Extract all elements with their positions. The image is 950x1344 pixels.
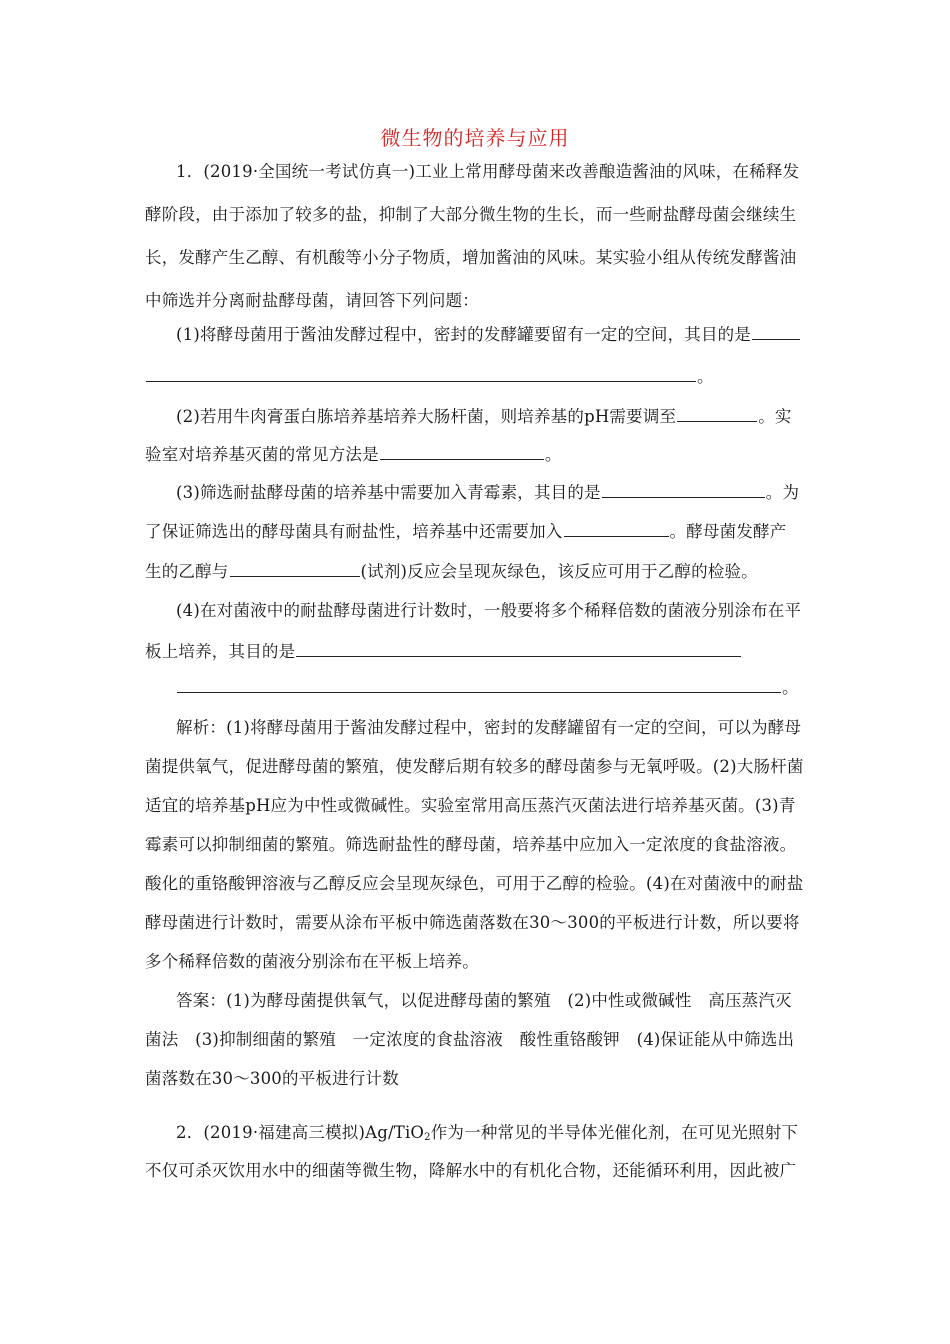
q1-sub3-tail-3: (试剂)反应会呈现灰绿色，该反应可用于乙醇的检验。 [360, 562, 758, 581]
analysis-line-2: 菌提供氧气，促进酵母菌的繁殖，使发酵后期有较多的酵母菌参与无氧呼吸。(2)大肠杆菌 [145, 757, 804, 776]
analysis-line-6: 酵母菌进行计数时，需要从涂布平板中筛选菌落数在30～300的平板进行计数，所以要将 [145, 913, 800, 932]
q1-line-3: 长，发酵产生乙醇、有机酸等小分子物质，增加酱油的风味。某实验小组从传统发酵酱油 [145, 248, 797, 267]
period: 。 [544, 445, 562, 464]
q1-sub2-text: (2)若用牛肉膏蛋白胨培养基培养大肠杆菌，则培养基的pH需要调至 [176, 407, 677, 426]
answer-line-1: 答案：(1)为酵母菌提供氧气，以促进酵母菌的繁殖 (2)中性或微碱性 高压蒸汽灭 [176, 991, 792, 1010]
q1-sub3-line-1 [176, 481, 799, 505]
q1-sub2-line-1 [176, 405, 792, 429]
q1-sub4-line-2 [145, 640, 742, 664]
answer-blank[interactable] [564, 520, 669, 537]
analysis-line-3: 适宜的培养基pH应为中性或微碱性。实验室常用高压蒸汽灭菌法进行培养基灭菌。(3)青 [145, 796, 796, 815]
q1-sub2-tail: 。实 [758, 407, 792, 426]
q1-sub2-text-2: 验室对培养基灭菌的常见方法是 [145, 445, 379, 464]
answer-line-3: 菌落数在30～300的平板进行计数 [145, 1069, 399, 1088]
q1-line-2: 酵阶段，由于添加了较多的盐，抑制了大部分微生物的生长，而一些耐盐酵母菌会继续生 [145, 205, 797, 224]
analysis-line-5: 酸化的重铬酸钾溶液与乙醇反应会呈现灰绿色，可用于乙醇的检验。(4)在对菌液中的耐盐 [145, 874, 804, 893]
q1-sub4-line-1: (4)在对菌液中的耐盐酵母菌进行计数时，一般要将多个稀释倍数的菌液分别涂布在平 [176, 601, 802, 620]
q1-sub3-line-3 [145, 560, 758, 584]
answer-line-2: 菌法 (3)抑制细菌的繁殖 一定浓度的食盐溶液 酸性重铬酸钾 (4)保证能从中筛选出 [145, 1030, 795, 1049]
q1-sub3-text-2: 了保证筛选出的酵母菌具有耐盐性，培养基中还需要加入 [145, 522, 563, 541]
answer-blank[interactable] [602, 481, 765, 498]
answer-blank[interactable] [177, 676, 781, 693]
answer-blank[interactable] [230, 560, 360, 577]
q2-line-1 [176, 1121, 798, 1150]
q1-sub1-line-1 [176, 323, 801, 347]
q1-sub3-text-3: 生的乙醇与 [145, 562, 229, 581]
q1-line-4: 中筛选并分离耐盐酵母菌，请回答下列问题： [145, 291, 479, 310]
answer-blank[interactable] [677, 405, 757, 422]
answer-blank[interactable] [296, 640, 741, 657]
period: 。 [697, 367, 714, 386]
q1-sub3-line-2 [145, 520, 786, 544]
subscript: 2 [424, 1132, 431, 1143]
analysis-line-7: 多个稀释倍数的菌液分别涂布在平板上培养。 [145, 952, 479, 971]
q2-line-2: 不仅可杀灭饮用水中的细菌等微生物，降解水中的有机化合物，还能循环利用，因此被广 [145, 1161, 797, 1180]
period: 。 [782, 678, 799, 697]
answer-blank[interactable] [380, 443, 544, 460]
q1-line-1: 1．(2019·全国统一考试仿真一)工业上常用酵母菌来改善酿造酱油的风味，在稀释发 [176, 162, 800, 181]
q2-text-1b: 作为一种常见的半导体光催化剂，在可见光照射下 [430, 1123, 799, 1142]
q2-text-1a: 2．(2019·福建高三模拟)Ag/TiO [176, 1123, 425, 1142]
q1-sub1-line-2 [145, 365, 714, 389]
analysis-line-4: 霉素可以抑制细菌的繁殖。筛选耐盐性的酵母菌，培养基中应加入一定浓度的食盐溶液。 [145, 835, 797, 854]
q1-sub2-line-2 [145, 443, 562, 467]
q1-sub3-text: (3)筛选耐盐酵母菌的培养基中需要加入青霉素，其目的是 [176, 483, 601, 502]
q1-sub1-text: (1)将酵母菌用于酱油发酵过程中，密封的发酵罐要留有一定的空间，其目的是 [176, 325, 752, 344]
answer-blank[interactable] [752, 323, 800, 340]
answer-blank[interactable] [146, 365, 696, 382]
q1-sub3-tail: 。为 [765, 483, 800, 502]
q1-sub4-line-3 [176, 676, 799, 700]
page-title: 微生物的培养与应用 [380, 126, 570, 150]
q1-sub4-text: 板上培养，其目的是 [145, 642, 296, 661]
q1-sub3-tail-2: 。酵母菌发酵产 [669, 522, 787, 541]
analysis-line-1: 解析：(1)将酵母菌用于酱油发酵过程中，密封的发酵罐留有一定的空间，可以为酵母 [176, 718, 802, 737]
